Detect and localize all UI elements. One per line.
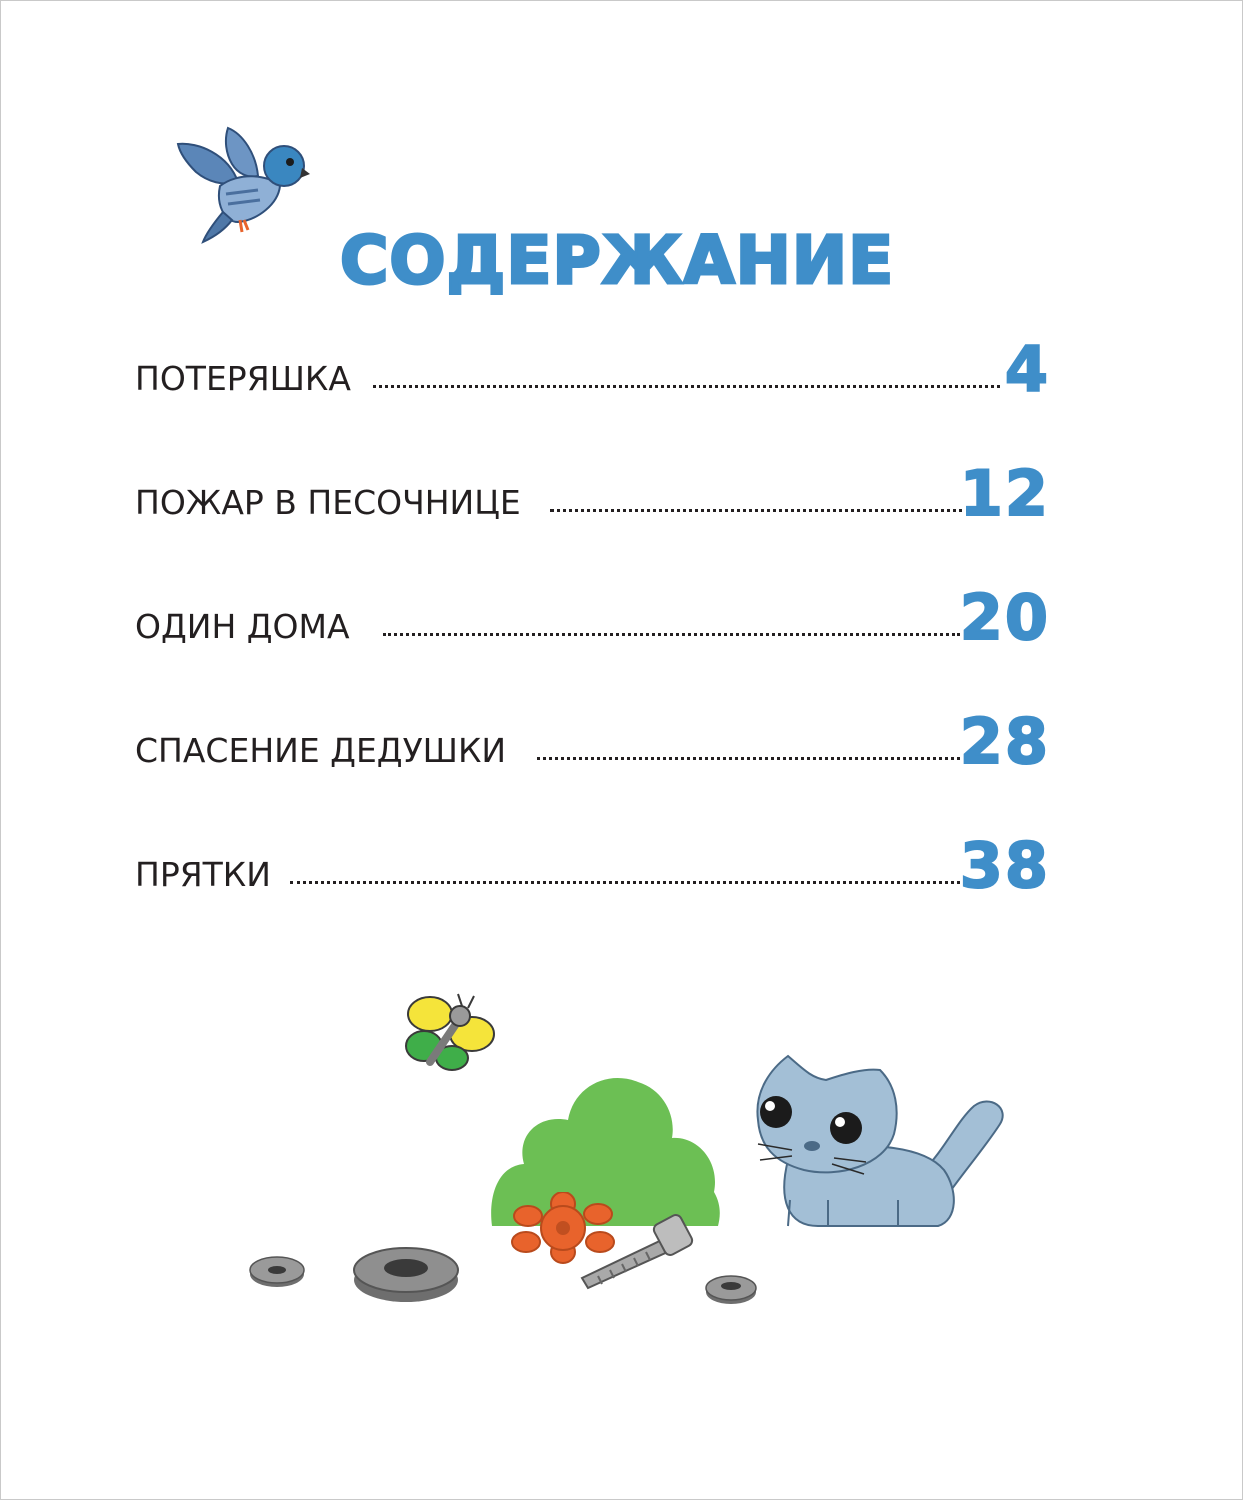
bolt-icon	[574, 1208, 696, 1290]
page-title: СОДЕРЖАНИЕ	[340, 222, 895, 299]
toc-leader	[550, 509, 970, 512]
butterfly-icon	[400, 992, 500, 1072]
toc-row-2[interactable]	[135, 446, 1050, 530]
toc-page-number: 4	[1004, 333, 1050, 406]
toc-leader	[537, 757, 960, 760]
toc-row-4[interactable]	[135, 694, 1050, 778]
toc-page-number: 12	[959, 457, 1050, 530]
toc-row-5[interactable]	[135, 818, 1050, 902]
toc-page-number: 38	[959, 829, 1050, 902]
washer-icon	[248, 1252, 306, 1290]
pigeon-icon	[168, 124, 310, 246]
toc-label: ОДИН ДОМА	[135, 607, 350, 646]
toc-leader	[383, 633, 960, 636]
washer-icon	[704, 1272, 758, 1306]
toc-label: ПРЯТКИ	[135, 855, 271, 894]
toc-leader	[290, 881, 960, 884]
toc-page-number: 20	[959, 581, 1050, 654]
toc-label: СПАСЕНИЕ ДЕДУШКИ	[135, 731, 507, 770]
toc-leader	[373, 385, 1000, 388]
toc-row-3[interactable]	[135, 570, 1050, 654]
toc-label: ПОТЕРЯШКА	[135, 359, 351, 398]
toc-row-1[interactable]	[135, 322, 1050, 406]
kitten-icon	[748, 1050, 1010, 1228]
toc-label: ПОЖАР В ПЕСОЧНИЦЕ	[135, 483, 521, 522]
washer-icon	[352, 1242, 460, 1304]
toc-page-number: 28	[959, 705, 1050, 778]
